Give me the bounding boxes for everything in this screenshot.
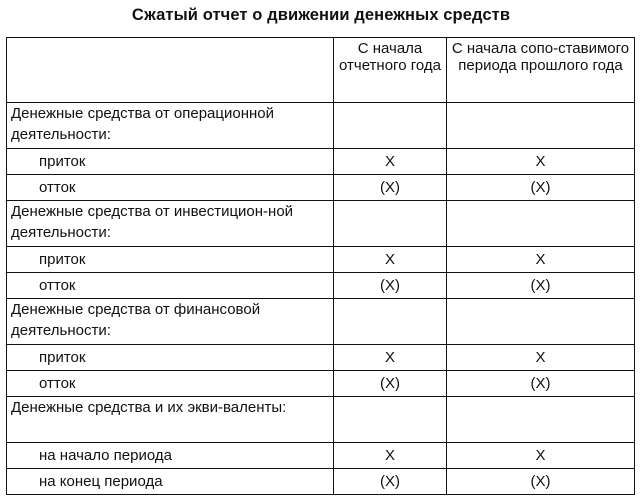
section-label: Денежные средства от операционной деятельности: (7, 103, 334, 149)
empty-cell (447, 103, 635, 149)
value-previous: X (447, 247, 635, 273)
cash-flow-table (6, 37, 635, 495)
empty-cell (447, 201, 635, 247)
row-label: отток (7, 371, 334, 397)
report-title: Сжатый отчет о движении денежных средств (131, 6, 511, 24)
section-row-investing (7, 201, 635, 247)
table-row (7, 273, 635, 299)
value-previous: X (447, 149, 635, 175)
table-row (7, 149, 635, 175)
header-empty-cell (7, 38, 334, 103)
empty-cell (447, 299, 635, 345)
table-row (7, 345, 635, 371)
section-label: Денежные средства и их экви-валенты: (7, 397, 334, 443)
table-row (7, 371, 635, 397)
empty-cell (334, 397, 447, 443)
value-current: X (334, 345, 447, 371)
column-header-current: С начала отчетного года (334, 38, 447, 103)
row-label: отток (7, 175, 334, 201)
table-row (7, 175, 635, 201)
section-label: Денежные средства от финансовой деятельности: (7, 299, 334, 345)
value-current: (X) (334, 175, 447, 201)
empty-cell (334, 299, 447, 345)
value-previous: (X) (447, 371, 635, 397)
section-label: Денежные средства от инвестицион-ной деятельности: (7, 201, 334, 247)
table-row (7, 443, 635, 469)
value-previous: (X) (447, 469, 635, 495)
value-current: X (334, 443, 447, 469)
section-row-financing (7, 299, 635, 345)
value-previous: (X) (447, 175, 635, 201)
value-current: (X) (334, 469, 447, 495)
section-row-equivalents (7, 397, 635, 443)
value-previous: X (447, 345, 635, 371)
table-row (7, 247, 635, 273)
empty-cell (334, 201, 447, 247)
row-label: приток (7, 247, 334, 273)
value-previous: X (447, 443, 635, 469)
row-label: приток (7, 345, 334, 371)
row-label: отток (7, 273, 334, 299)
value-previous: (X) (447, 273, 635, 299)
header-row (7, 38, 635, 103)
row-label: на конец периода (7, 469, 334, 495)
empty-cell (447, 397, 635, 443)
empty-cell (334, 103, 447, 149)
column-header-previous: С начала сопо-ставимого периода прошлого года (447, 38, 635, 103)
value-current: (X) (334, 371, 447, 397)
row-label: на начало периода (7, 443, 334, 469)
value-current: X (334, 247, 447, 273)
value-current: (X) (334, 273, 447, 299)
value-current: X (334, 149, 447, 175)
table-row (7, 469, 635, 495)
row-label: приток (7, 149, 334, 175)
section-row-operating (7, 103, 635, 149)
